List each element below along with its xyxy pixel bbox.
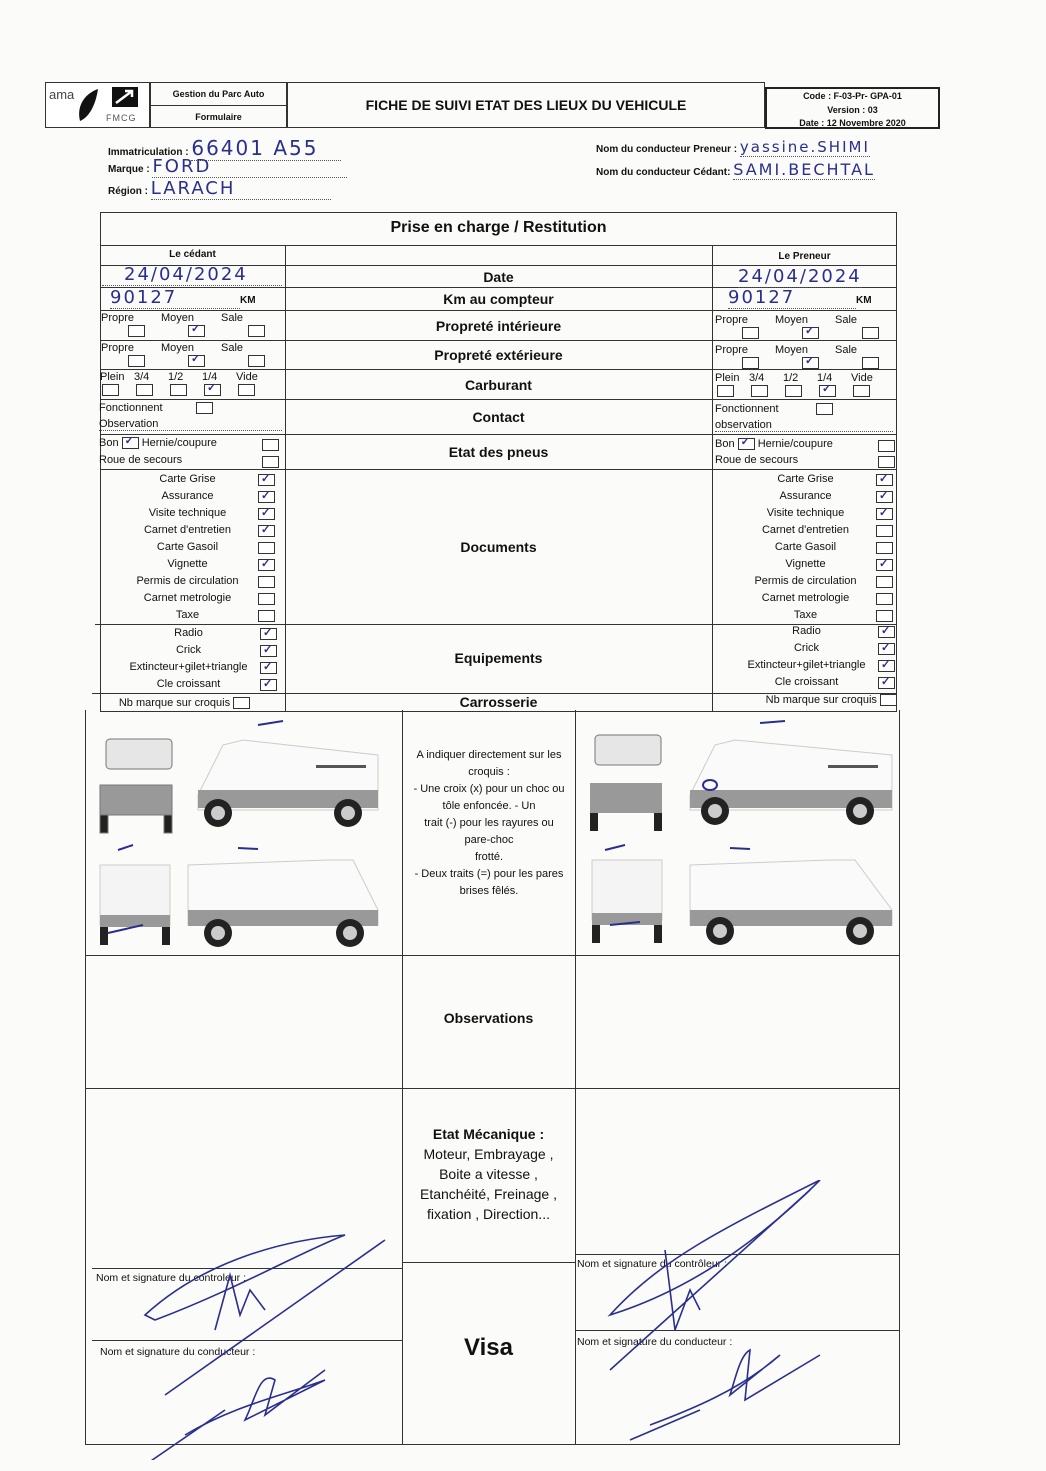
preneur-observations-area[interactable] (577, 958, 899, 1086)
preneur-document-item (718, 607, 893, 624)
van-side-view-left (690, 740, 892, 825)
cedant-option-checkbox[interactable] (188, 325, 205, 337)
preneur-contact-fonctionnent[interactable] (715, 403, 833, 415)
cedant-option-checkbox[interactable] (102, 384, 119, 396)
cedant-equipement-label: Cle croissant (156, 678, 221, 690)
cedant-header: Le cédant (169, 249, 216, 260)
instruction-line: A indiquer directement sur les (416, 749, 562, 761)
cedant-equipement-label: Radio (174, 627, 203, 639)
preneur-option-checkbox[interactable] (802, 357, 819, 369)
cedant-option-label: Sale (221, 342, 244, 354)
cedant-option-checkbox[interactable] (238, 384, 255, 396)
preneur-document-label: Carnet d'entretien (761, 524, 850, 536)
row-proprete-ext-label: Propreté extérieure (434, 347, 563, 363)
preneur-option-checkbox[interactable] (819, 385, 836, 397)
preneur-equipement-label: Cle croissant (774, 676, 839, 688)
preneur-equipement-label: Radio (792, 625, 821, 637)
preneur-option-label: Propre (715, 314, 749, 326)
van-rear-view (592, 860, 662, 943)
document-code: Code : F-03-Pr- GPA-01 (803, 91, 902, 101)
preneur-van-sketch (580, 715, 895, 950)
instruction-line: - Deux traits (=) pour les pares (414, 868, 564, 880)
preneur-nb-marque-checkbox[interactable] (880, 694, 897, 706)
cedant-document-label: Carnet d'entretien (143, 524, 232, 536)
instruction-line: trait (-) pour les rayures ou (424, 817, 554, 829)
preneur-document-checkbox[interactable] (876, 593, 893, 605)
conducteur-signature-stroke (185, 1370, 325, 1435)
cedant-observation-label: Observation (99, 418, 159, 430)
preneur-date-field[interactable] (714, 266, 894, 288)
cedant-option-label: Vide (236, 371, 258, 383)
preneur-proprete-ext-options (715, 344, 895, 370)
instruction-line: - Une croix (x) pour un choc ou (413, 783, 565, 795)
preneur-observation-field[interactable] (715, 419, 893, 432)
cedant-document-label: Vignette (167, 558, 208, 570)
ama-logo-text: ama (49, 87, 75, 102)
preneur-option-checkbox[interactable] (742, 327, 759, 339)
cedant-document-checkbox[interactable] (258, 525, 275, 537)
instruction-line: tôle enfoncée. - Un (442, 800, 536, 812)
cedant-document-item (100, 522, 275, 539)
mecanique-line: Boite a vitesse , (439, 1166, 538, 1182)
row-carrosserie-label: Carrosserie (459, 694, 538, 710)
cedant-document-label: Carnet metrologie (143, 592, 232, 604)
cedant-spare-row (99, 454, 279, 466)
preneur-document-item (718, 505, 893, 522)
cedant-nb-marque-label: Nb marque sur croquis (118, 697, 231, 709)
cedant-document-item (100, 590, 275, 607)
preneur-option-label: Moyen (775, 314, 809, 326)
cedant-document-label: Carte Grise (159, 473, 216, 485)
cedant-option-checkbox[interactable] (136, 384, 153, 396)
preneur-option-label: Sale (835, 344, 858, 356)
immatriculation-label: Immatriculation : (108, 147, 189, 158)
cedant-document-item (100, 556, 275, 573)
cedant-tyre-hernie-label: Hernie/coupure (141, 437, 217, 449)
immatriculation-value[interactable]: 66401 A55 (191, 136, 341, 161)
preneur-equipement-item (718, 657, 895, 674)
preneur-equipement-checkbox[interactable] (878, 643, 895, 655)
preneur-document-label: Taxe (793, 609, 818, 621)
preneur-signatures (580, 1180, 900, 1450)
preneur-option-label: Sale (835, 314, 858, 326)
cedant-contact-fonctionnent[interactable] (99, 402, 213, 414)
controleur-signature-stroke (610, 1180, 820, 1315)
table-title: Prise en charge / Restitution (390, 219, 607, 236)
cedant-van-sketch (88, 715, 398, 950)
cedant-document-checkbox[interactable] (258, 576, 275, 588)
cedant-date-field[interactable] (102, 264, 282, 286)
cedant-option-label: Propre (101, 342, 135, 354)
department-cell (150, 82, 287, 128)
controleur-signature-stroke-2 (165, 1240, 385, 1395)
preneur-document-label: Carnet metrologie (761, 592, 850, 604)
driver-preneur-label: Nom du conducteur Preneur : (596, 144, 738, 155)
preneur-nb-marque-label: Nb marque sur croquis (765, 694, 877, 706)
row-km-label: Km au compteur (443, 291, 554, 307)
van-front-view (100, 739, 172, 833)
preneur-tyre-bon-checkbox[interactable] (738, 438, 755, 450)
preneur-option-label: 1/2 (783, 372, 799, 384)
preneur-nb-marque (712, 694, 897, 706)
cedant-document-label: Carte Gasoil (156, 541, 219, 553)
cedant-document-label: Visite technique (148, 507, 227, 519)
cedant-equipement-checkbox[interactable] (260, 662, 277, 674)
preneur-km-value[interactable]: 90127 (728, 287, 856, 309)
cedant-document-checkbox[interactable] (258, 610, 275, 622)
preneur-option-label: 3/4 (749, 372, 765, 384)
department-label: Gestion du Parc Auto (151, 83, 286, 106)
row-pneus-label: Etat des pneus (448, 444, 549, 460)
cedant-option-checkbox[interactable] (204, 384, 221, 396)
preneur-equipement-checkbox[interactable] (878, 677, 895, 689)
preneur-document-label: Visite technique (766, 507, 845, 519)
preneur-observation-label: observation (715, 419, 772, 431)
marque-field[interactable] (108, 156, 347, 178)
cedant-observations-area[interactable] (85, 958, 400, 1086)
preneur-document-label: Permis de circulation (754, 575, 857, 587)
preneur-document-label: Carte Grise (777, 473, 834, 485)
preneur-document-label: Vignette (785, 558, 826, 570)
marque-label: Marque : (108, 164, 150, 175)
mecanique-title: Etat Mécanique : (432, 1126, 545, 1142)
document-code-box (765, 87, 940, 129)
document-version: Version : 03 (827, 104, 878, 115)
preneur-option-checkbox[interactable] (717, 385, 734, 397)
preneur-option-checkbox[interactable] (785, 385, 802, 397)
carrosserie-instructions (404, 747, 574, 900)
cedant-equipements-list (100, 625, 277, 693)
preneur-document-checkbox[interactable] (876, 576, 893, 588)
preneur-document-item (718, 488, 893, 505)
cedant-option-label: 1/2 (168, 371, 184, 383)
cedant-document-item (100, 488, 275, 505)
preneur-option-checkbox[interactable] (853, 385, 870, 397)
cedant-fonctionnent-checkbox[interactable] (196, 402, 213, 414)
cedant-document-label: Permis de circulation (136, 575, 239, 587)
cedant-equipement-label: Crick (175, 644, 202, 656)
conducteur-signature-stroke-2 (630, 1410, 700, 1440)
preneur-option-checkbox[interactable] (862, 357, 879, 369)
preneur-option-checkbox[interactable] (802, 327, 819, 339)
cedant-document-checkbox[interactable] (258, 559, 275, 571)
preneur-option-checkbox[interactable] (862, 327, 879, 339)
cedant-option-label: Moyen (161, 342, 195, 354)
cedant-equipement-item (100, 625, 277, 642)
van-front-view (590, 735, 662, 831)
cedant-signatures (85, 1220, 405, 1460)
cedant-option-checkbox[interactable] (248, 325, 265, 337)
preneur-conducteur-signature-label: Nom et signature du conducteur : (577, 1336, 733, 1348)
preneur-document-checkbox[interactable] (876, 491, 893, 503)
cedant-document-checkbox[interactable] (258, 474, 275, 486)
driver-preneur-field[interactable] (596, 138, 870, 157)
preneur-controleur-signature-label: Nom et signature du contrôleur : (577, 1258, 727, 1270)
cedant-document-label: Assurance (161, 490, 214, 502)
instruction-line: frotté. (474, 851, 504, 863)
preneur-option-label: Vide (851, 372, 873, 384)
cedant-conducteur-signature-label: Nom et signature du conducteur : (100, 1346, 256, 1358)
row-equipements-label: Equipements (454, 650, 543, 666)
preneur-tyre-row (715, 438, 895, 450)
preneur-option-checkbox[interactable] (742, 357, 759, 369)
row-date-label: Date (483, 269, 514, 285)
leaf-logo-icon (76, 87, 100, 125)
row-contact-label: Contact (472, 409, 525, 425)
mecanique-line: Moteur, Embrayage , (423, 1146, 554, 1162)
cedant-equipement-label: Extincteur+gilet+triangle (129, 661, 248, 673)
preneur-fonctionnent-label: Fonctionnent (715, 403, 779, 415)
cedant-document-item (100, 505, 275, 522)
instruction-line: brises fêlés. (459, 885, 519, 897)
mecanique-block (402, 1124, 575, 1224)
cedant-option-label: Sale (221, 312, 244, 324)
document-date: Date : 12 Novembre 2020 (799, 118, 906, 128)
cedant-documents-list (100, 471, 275, 624)
row-carburant-label: Carburant (465, 377, 532, 393)
preneur-option-label: Moyen (775, 344, 809, 356)
preneur-document-item (718, 590, 893, 607)
preneur-tyre-hernie-label: Hernie/coupure (757, 438, 833, 450)
preneur-option-checkbox[interactable] (751, 385, 768, 397)
cedant-option-checkbox[interactable] (248, 355, 265, 367)
cedant-option-checkbox[interactable] (128, 325, 145, 337)
cedant-equipement-checkbox[interactable] (260, 679, 277, 691)
fmcg-logo-text: FMCG (106, 113, 137, 123)
cedant-km-suffix: KM (240, 295, 256, 306)
preneur-option-label: 1/4 (817, 372, 833, 384)
preneur-proprete-int-options (715, 314, 895, 340)
preneur-km-suffix: KM (856, 295, 872, 306)
cedant-document-checkbox[interactable] (258, 491, 275, 503)
preneur-document-item (718, 573, 893, 590)
preneur-document-item (718, 522, 893, 539)
preneur-option-label: Plein (715, 372, 740, 384)
preneur-spare-label: Roue de secours (715, 454, 799, 466)
cedant-controleur-signature-label: Nom et signature du controleur : (96, 1272, 246, 1284)
region-field[interactable] (108, 178, 331, 200)
cedant-observation-field[interactable] (99, 418, 282, 431)
preneur-spare-checkbox[interactable] (878, 456, 895, 468)
cedant-date-value[interactable]: 24/04/2024 (124, 264, 248, 285)
cedant-tyre-bon-checkbox[interactable] (122, 437, 139, 449)
company-logo (45, 82, 150, 128)
cedant-fonctionnent-label: Fonctionnent (99, 402, 163, 414)
cedant-option-checkbox[interactable] (128, 355, 145, 367)
cedant-equipement-checkbox[interactable] (260, 645, 277, 657)
preneur-header: Le Preneur (778, 251, 831, 262)
van-side-view-right (188, 860, 378, 947)
cedant-option-label: Moyen (161, 312, 195, 324)
cedant-nb-marque (92, 697, 277, 709)
cedant-tyre-hernie-checkbox[interactable] (262, 439, 279, 451)
cedant-spare-checkbox[interactable] (262, 456, 279, 468)
preneur-date-value[interactable]: 24/04/2024 (738, 266, 862, 287)
preneur-document-checkbox[interactable] (876, 525, 893, 537)
preneur-document-item (718, 539, 893, 556)
preneur-document-checkbox[interactable] (876, 559, 893, 571)
cedant-document-item (100, 471, 275, 488)
cedant-proprete-ext-options (101, 342, 281, 368)
preneur-tyre-bon-label: Bon (715, 438, 735, 450)
preneur-tyre-hernie-checkbox[interactable] (878, 440, 895, 452)
cedant-document-item (100, 573, 275, 590)
driver-cedant-label: Nom du conducteur Cédant: (596, 167, 731, 178)
observations-label: Observations (443, 1010, 534, 1026)
preneur-document-checkbox[interactable] (876, 542, 893, 554)
driver-cedant-value[interactable]: SAMI.BECHTAL (733, 160, 875, 179)
cedant-proprete-int-options (101, 312, 281, 338)
cedant-option-label: Plein (100, 371, 125, 383)
cedant-equipement-item (100, 676, 277, 693)
preneur-document-item (718, 471, 893, 488)
cedant-document-item (100, 539, 275, 556)
cedant-document-checkbox[interactable] (258, 593, 275, 605)
mecanique-line: Etanchéité, Freinage , (420, 1186, 557, 1202)
cedant-nb-marque-checkbox[interactable] (233, 697, 250, 709)
preneur-document-item (718, 556, 893, 573)
preneur-equipement-checkbox[interactable] (878, 626, 895, 638)
cedant-option-checkbox[interactable] (170, 384, 187, 396)
preneur-fonctionnent-checkbox[interactable] (816, 403, 833, 415)
preneur-equipements-list (718, 623, 895, 691)
preneur-document-label: Carte Gasoil (774, 541, 837, 553)
row-documents-label: Documents (460, 539, 537, 555)
preneur-option-label: Propre (715, 344, 749, 356)
instruction-line: croquis : (468, 766, 510, 778)
visa-label: Visa (464, 1334, 513, 1361)
cedant-spare-label: Roue de secours (99, 454, 183, 466)
preneur-document-label: Assurance (779, 490, 832, 502)
preneur-equipement-item (718, 674, 895, 691)
preneur-documents-list (718, 471, 893, 624)
controleur-signature-stroke-2 (610, 1190, 810, 1370)
cedant-option-label: 3/4 (134, 371, 150, 383)
cedant-km-field[interactable] (102, 287, 282, 309)
preneur-spare-row (715, 454, 895, 466)
cedant-tyre-bon-label: Bon (99, 437, 119, 449)
preneur-equipement-item (718, 623, 895, 640)
mecanique-line: fixation , Direction... (427, 1206, 550, 1222)
cedant-option-checkbox[interactable] (188, 355, 205, 367)
cedant-tyre-row (99, 437, 279, 449)
preneur-equipement-label: Extincteur+gilet+triangle (747, 659, 866, 671)
preneur-document-checkbox[interactable] (876, 508, 893, 520)
cedant-equipement-item (100, 659, 277, 676)
cedant-carburant-options (100, 371, 270, 397)
instruction-line: pare-choc (464, 834, 514, 846)
preneur-equipement-label: Crick (793, 642, 820, 654)
row-proprete-int-label: Propreté intérieure (435, 318, 562, 334)
cedant-document-item (100, 607, 275, 624)
document-title: FICHE DE SUIVI ETAT DES LIEUX DU VEHICULE (287, 82, 765, 128)
marque-value[interactable]: FORD (152, 156, 347, 178)
controleur-signature-stroke (145, 1235, 345, 1320)
region-label: Région : (108, 186, 148, 197)
cedant-document-checkbox[interactable] (258, 508, 275, 520)
driver-cedant-field[interactable] (596, 160, 875, 180)
region-value[interactable]: LARACH (151, 178, 331, 200)
driver-preneur-value[interactable]: yassine.SHIMI (739, 138, 870, 156)
preneur-equipement-item (718, 640, 895, 657)
cedant-document-label: Taxe (175, 609, 200, 621)
cedant-option-label: Propre (101, 312, 135, 324)
preneur-equipement-checkbox[interactable] (878, 660, 895, 672)
preneur-document-checkbox[interactable] (876, 610, 893, 622)
cedant-km-value[interactable]: 90127 (110, 287, 240, 309)
cedant-equipement-item (100, 642, 277, 659)
preneur-document-checkbox[interactable] (876, 474, 893, 486)
conducteur-signature-stroke (650, 1350, 820, 1425)
van-side-view-left (198, 740, 378, 827)
van-side-view-right (690, 860, 892, 945)
cedant-equipement-checkbox[interactable] (260, 628, 277, 640)
preneur-carburant-options (715, 372, 885, 398)
form-type-label: Formulaire (195, 112, 242, 122)
cedant-option-label: 1/4 (202, 371, 218, 383)
preneur-km-field[interactable] (714, 287, 894, 309)
fmcg-arrow-icon (112, 87, 138, 107)
cedant-document-checkbox[interactable] (258, 542, 275, 554)
